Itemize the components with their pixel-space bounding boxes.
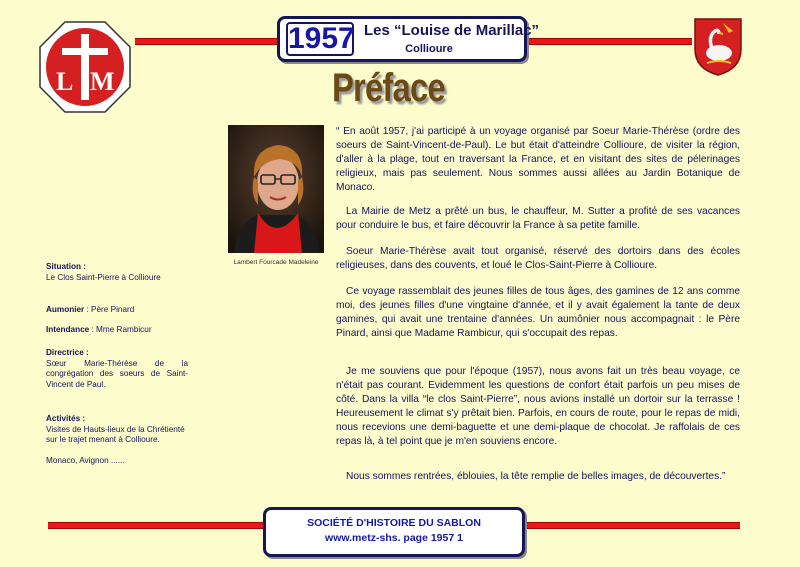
situation-label: Situation : xyxy=(46,262,87,271)
aumonier-label: Aumonier xyxy=(46,305,85,314)
intendance-value: : Mme Rambicur xyxy=(89,325,152,334)
header-subtitle: Collioure xyxy=(405,43,453,55)
paragraph-3: Soeur Marie-Thérèse avait tout organisé, réservé des dortoirs dans des écoles religieuses, dans des couvents, et loué le Clos-Saint-Pierre à Collioure. xyxy=(336,246,740,271)
intendance-block xyxy=(46,325,188,336)
situation-block xyxy=(46,262,188,283)
activites-label: Activités : xyxy=(46,414,86,423)
page-title: Préface xyxy=(332,66,445,110)
activites-value: Visites de Hauts-lieux de la Chrétienté sur le trajet menant à Collioure. xyxy=(46,424,185,444)
year-badge: 1957 xyxy=(288,22,355,55)
portrait-photo xyxy=(228,125,324,253)
lm-cross-logo xyxy=(38,20,132,114)
paragraph-4: Ce voyage rassemblait des jeunes filles de tous âges, des gamines de 12 ans comme moi, des jeunes filles d'une vingtaine d'année, et il y avait également la tante de deux gamines, qui avait une trentaine d'années. Un aumônier nous accompagnait : le Père Pinard, ainsi que Madame Rambicur, qui s'occupait des repas. xyxy=(336,286,740,339)
directrice-label: Directrice : xyxy=(46,348,89,357)
paragraph-2: La Mairie de Metz a prêté un bus, le chauffeur, M. Sutter a profité de ses vacances pour conduire le bus, et faire découvrir la France à sa petite famille. xyxy=(336,206,740,231)
footer-bar-right xyxy=(525,522,740,529)
intendance-label: Intendance xyxy=(46,325,90,334)
svg-text:M: M xyxy=(90,67,115,96)
svg-text:L: L xyxy=(56,67,74,96)
footer-society: SOCIÉTÉ D'HISTOIRE DU SABLON xyxy=(307,517,481,529)
paragraph-5: Je me souviens que pour l'époque (1957), nous avons fait un très beau voyage, ce n'était pas courant. Evidemment les questions de confort était parfois un peu mises de côté. Dans la villa “le clos Saint-Pierre”, nous avions installé un dortoir sur la terrasse ! Heureusement le climat s'y prêtait bien. Parfois, en cours de route, pour le repas de midi, nous recevions une demi-baguette et une demi-plaque de chocolat. Je raffolais de ces repas là, à tel point que je m'en souviens encore. xyxy=(336,366,740,447)
footer-bar-left xyxy=(48,522,263,529)
aumonier-block xyxy=(46,305,188,316)
header-title: Les “Louise de Marillac” xyxy=(364,22,540,39)
header-bar-right xyxy=(527,38,692,45)
header-title-box xyxy=(277,16,540,62)
footer-box xyxy=(263,507,525,557)
activites-block xyxy=(46,414,188,466)
directrice-value: Sœur Marie-Thérèse de la congrégation des soeurs de Saint-Vincent de Paul. xyxy=(46,358,188,389)
paragraph-6: Nous sommes rentrées, éblouies, la tête remplie de belles images, de découvertes.” xyxy=(346,471,726,482)
activites-extra: Monaco, Avignon ...... xyxy=(46,455,125,465)
directrice-block xyxy=(46,348,188,390)
photo-caption: Lambert Fourcade Madeleine xyxy=(233,259,319,266)
footer-website-link[interactable]: www.metz-shs. page 1957 1 xyxy=(325,532,463,544)
paragraph-1: “ En août 1957, j'ai participé à un voyage organisé par Soeur Marie-Thérèse (ordre des soeurs de Saint-Vincent-de-Paul). Le but était d'atteindre Collioure, de visiter la région, d'aller à la plage, tout en traversant la France, et en visitant des sites de pélerinages religieux, mais pas seulement. Nous sommes aussi allées au Jardin Botanique de Monaco. xyxy=(336,126,740,193)
header-bar-left xyxy=(135,38,277,45)
coat-of-arms-icon xyxy=(693,17,743,77)
aumonier-value: : Père Pinard xyxy=(84,305,135,314)
situation-value: Le Clos Saint-Pierre à Collioure xyxy=(46,272,161,282)
